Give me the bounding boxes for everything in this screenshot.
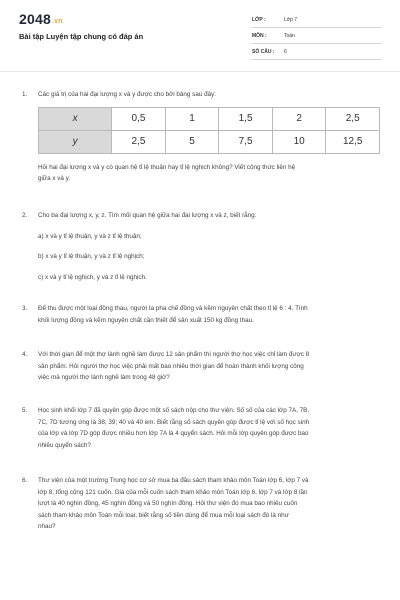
question-number: 2. [22,212,28,219]
site-logo[interactable] [19,11,63,27]
question-text-line: khối lượng đồng và kẽm nguyên chất cần thiết để sản xuất 150 kg đồng thau. [38,316,254,324]
question-number: 4. [22,351,28,358]
table-cell: 0,5 [112,107,166,130]
question-text-line: lớp 8, tổng cộng 121 cuốn. Giá của mỗi cuốn sách tham khảo môn Toán lớp 6, lớp 7 và lớp 8 lần [38,488,308,496]
table-cell: 1 [165,107,219,130]
meta-value-count: 6 [284,48,287,55]
worksheet-title: Bài tập Luyện tập chung có đáp án [19,32,144,41]
question-option-b: b) x và y tỉ lệ thuận, y và z tỉ lệ nghịch; [38,253,145,260]
table-row-y [39,130,380,153]
question-3 [22,303,382,326]
question-4 [22,349,382,384]
table-row-label-x: x [39,107,112,130]
meta-value-subject: Toán [284,32,295,39]
question-number: 1. [22,91,28,98]
question-text-line: nhau? [38,523,56,530]
question-6 [22,475,382,533]
question-text-line: Với thời gian để một thợ lành nghề làm được 12 sản phẩm thì người thợ học việc chỉ làm được 8 [38,351,310,358]
worksheet-header [0,0,400,70]
meta-row-subject [252,28,382,44]
meta-row-count [252,44,382,60]
question-option-c: c) x và y tỉ lệ nghịch, y và z tỉ lệ nghịch. [38,273,147,281]
question-text-line: nhiêu quyển sách? [38,441,91,449]
logo-suffix: .vn [51,18,63,25]
question-2 [22,210,382,283]
question-1 [22,89,382,185]
question-text: Cho ba đại lượng x, y, z. Tìm mối quan hệ giữa hai đại lượng x và z, biết rằng: [38,212,257,219]
question-text-line: Để thu được một loại đồng thau, người ta pha chế đồng và kẽm nguyên chất theo tỉ lệ 6 : 4. Tính [38,305,308,312]
meta-value-class: Lớp 7 [284,16,298,23]
table-cell: 1,5 [219,107,273,130]
question-text-line: Hỏi hai đại lượng x và y có quan hệ tỉ lệ thuận hay tỉ lệ nghịch không? Viết công thức liên hệ [38,163,296,171]
values-table [38,107,380,154]
table-cell: 5 [165,130,219,153]
worksheet-meta [252,12,382,60]
table-row-x [39,107,380,130]
question-text: Các giá trị của hai đại lượng x và y được cho bởi bảng sau đây: [38,91,216,98]
table-cell: 2 [272,107,326,130]
table-cell: 2,5 [326,107,380,130]
table-cell: 12,5 [326,130,380,153]
question-text-line: giữa x và y. [38,175,71,182]
header-divider [0,71,400,72]
question-number: 3. [22,305,28,312]
question-text-line: sách tham khảo môn Toán mỗi loại, biết rằng số tiền dùng để mua mỗi loại sách đó là như [38,511,289,519]
meta-row-class [252,12,382,28]
question-text-line: Thư viện của một trường Trung học cơ sở mua ba đầu sách tham khảo môn Toán lớp 6, lớp 7 và [38,477,309,484]
meta-label-count: SỐ CÂU : [252,48,275,55]
question-number: 6. [22,477,28,484]
question-text-line: lượt là 40 nghìn đồng, 45 nghìn đồng và 50 nghìn đồng. Hỏi thư viện đó mua bao nhiêu cuốn [38,500,298,507]
logo-text: 2048 [19,11,51,27]
table-cell: 7,5 [219,130,273,153]
table-cell: 2,5 [112,130,166,153]
question-number: 5. [22,407,28,414]
meta-label-class: LỚP : [252,16,266,23]
question-text-line: của lớp và lớp 7D góp được nhiều hơn lớp 7A là 4 quyển sách. Hỏi mỗi lớp quyên góp được bao [38,430,309,437]
question-text-line: việc mà người thợ lành nghề làm trong 48 giờ? [38,374,170,381]
question-text-line: sản phẩm. Hỏi người thợ học việc phải mất bao nhiêu thời gian để hoàn thành khối lượng công [38,362,304,370]
question-text-line: Học sinh khối lớp 7 đã quyên góp được một số sách nộp cho thư viện. Số số của các lớp 7A, 7B, [38,407,310,414]
question-option-a: a) x và y tỉ lệ thuận, y và z tỉ lệ thuận; [38,232,142,240]
table-row-label-y: y [39,130,112,153]
meta-label-subject: MÔN : [252,32,267,39]
question-5 [22,405,382,451]
table-cell: 10 [272,130,326,153]
question-text-line: 7C, 7D tương ứng là 38; 39; 40 và 40 em. Biết rằng số sách quyên góp được tỉ lệ với số học sinh [38,418,310,426]
